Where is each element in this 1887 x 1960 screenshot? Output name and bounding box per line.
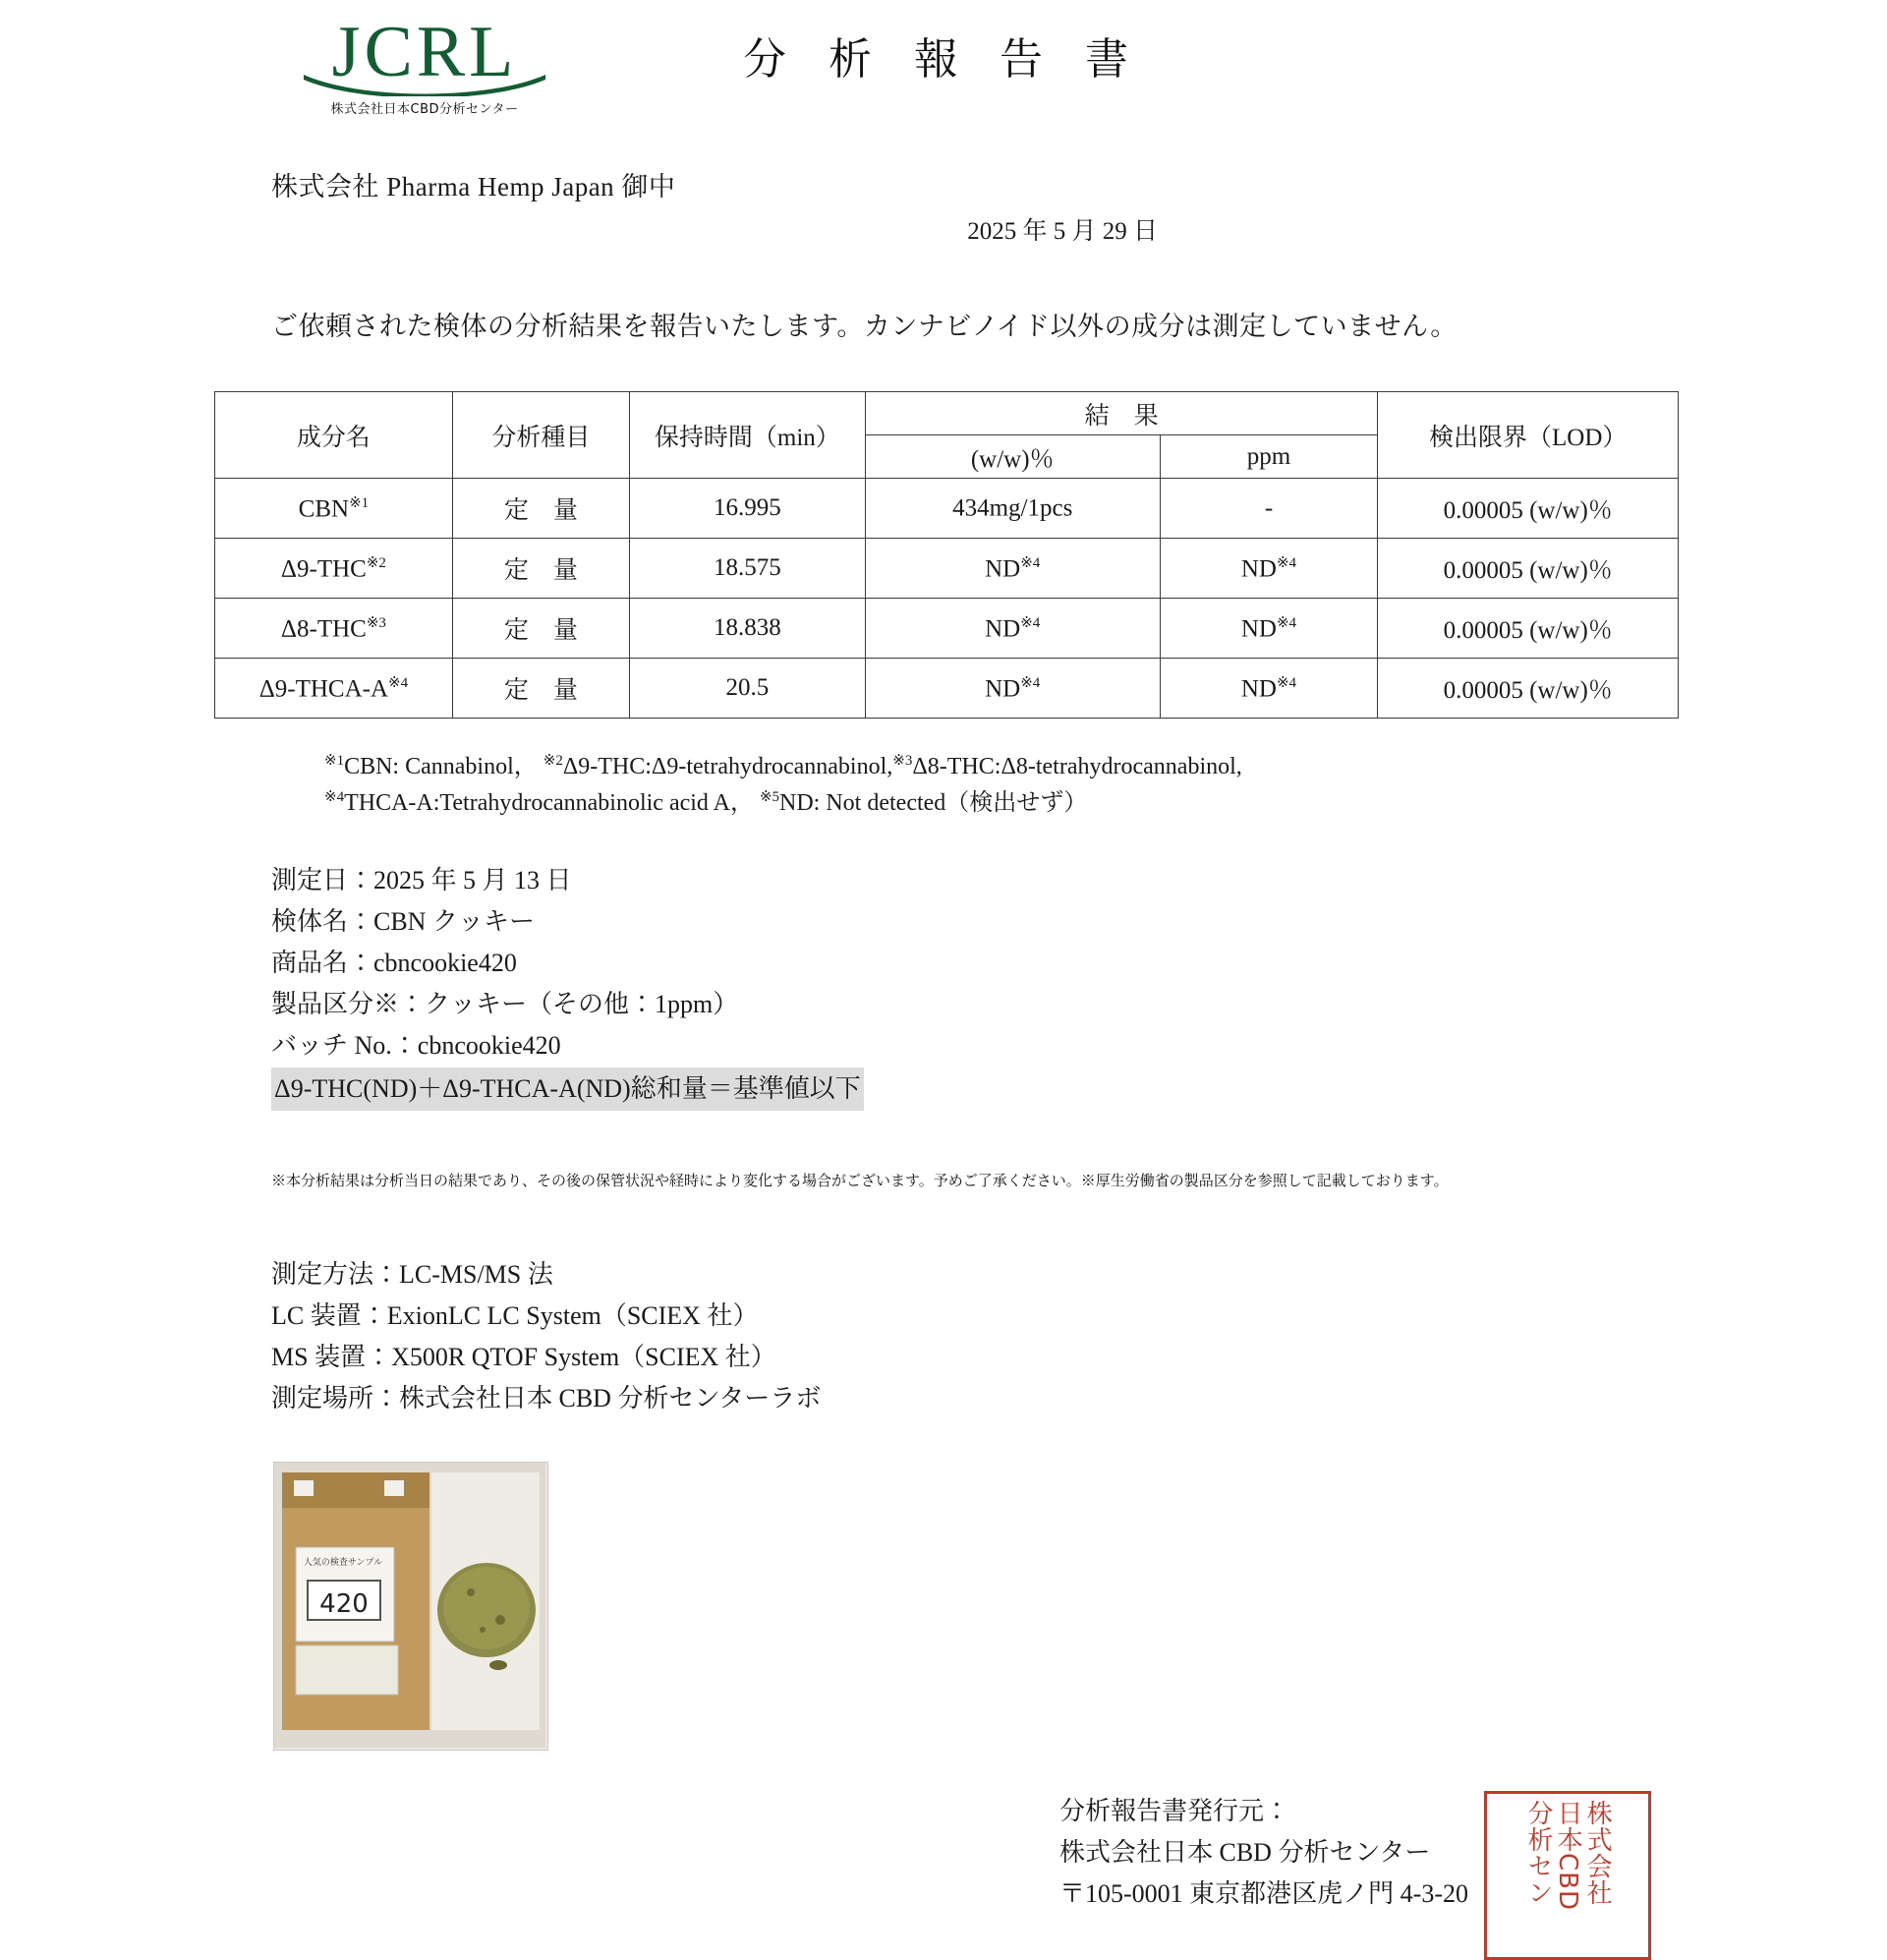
cell-analysis-type: 定 量 (452, 599, 629, 659)
component-name: Δ9-THCA-A (258, 675, 389, 703)
table-row (215, 479, 1679, 539)
component-footnote-mark: ※3 (366, 614, 386, 631)
issuer-heading: 分析報告書発行元： (1059, 1797, 1290, 1825)
sample-details (271, 860, 864, 1111)
header-result-group: 結 果 (865, 392, 1378, 435)
result-ww-mark: ※4 (1020, 554, 1041, 571)
result-ppm-value: ND (1240, 555, 1277, 583)
result-ppm-mark: ※4 (1276, 614, 1297, 631)
cell-result-ww (865, 599, 1160, 659)
footnote-text-cbn: CBN: Cannabinol， (344, 754, 538, 779)
method-lc-device: LC 装置：ExionLC LC System（SCIEX 社） (271, 1301, 759, 1331)
cell-retention-time: 18.838 (629, 599, 865, 659)
footnote-text-thca: THCA-A:Tetrahydrocannabinolic acid A， (344, 790, 754, 817)
cell-result-ww (865, 659, 1160, 719)
header-result-ww: (w/w)％ (865, 435, 1160, 479)
footnote-text-d9thc: Δ9-THC:Δ9-tetrahydrocannabinol, (562, 754, 893, 779)
cell-result-ppm (1160, 599, 1378, 659)
table-row (215, 539, 1679, 599)
table-footnotes (324, 749, 1242, 822)
detail-total-statement: Δ9-THC(ND)＋Δ9-THCA-A(ND)総和量＝基準値以下 (271, 1067, 864, 1111)
detail-measure-date: 測定日：2025 年 5 月 13 日 (271, 866, 572, 894)
seal-column-2: 日本CBD (1553, 1800, 1583, 1912)
result-ppm-mark: ※4 (1276, 554, 1297, 571)
result-ww-value: ND (985, 555, 1021, 583)
cell-result-ww (865, 539, 1160, 599)
component-name: CBN (298, 495, 350, 523)
detail-batch-no: バッチ No.：cbncookie420 (271, 1031, 561, 1061)
lead-text: ご依頼された検体の分析結果を報告いたします。カンナビノイド以外の成分は測定していません。 (271, 312, 1458, 341)
issuer-block (1059, 1791, 1468, 1915)
header-result-ppm: ppm (1160, 435, 1378, 479)
result-ww-value: 434mg/1pcs (952, 494, 1073, 522)
component-footnote-mark: ※2 (366, 554, 386, 571)
cell-retention-time: 18.575 (629, 539, 865, 599)
footnote-line-2 (324, 785, 1242, 822)
component-footnote-mark: ※4 (388, 674, 409, 691)
footnote-text-nd: ND: Not detected（検出せず） (779, 790, 1088, 817)
cell-analysis-type: 定 量 (452, 539, 629, 599)
svg-text:420: 420 (319, 1589, 369, 1619)
footnote-mark-4: ※4 (324, 789, 345, 806)
method-location: 測定場所：株式会社日本 CBD 分析センターラボ (271, 1384, 822, 1413)
method-ms-device: MS 装置：X500R QTOF System（SCIEX 社） (271, 1343, 776, 1372)
addressee: 株式会社 Pharma Hemp Japan 御中 (271, 172, 676, 202)
cell-lod: 0.00005 (w/w)％ (1378, 479, 1679, 539)
cell-analysis-type: 定 量 (452, 479, 629, 539)
detail-sample-name: 検体名：CBN クッキー (271, 907, 535, 937)
detail-product-name: 商品名：cbncookie420 (271, 949, 517, 978)
issuer-company: 株式会社日本 CBD 分析センター (1059, 1838, 1431, 1868)
seal-column-3: 分析セン (1522, 1800, 1553, 1906)
logo-wordmark: JCRL (331, 12, 518, 92)
result-ppm-value: ND (1240, 615, 1277, 643)
results-table (214, 391, 1679, 719)
cell-lod: 0.00005 (w/w)％ (1378, 539, 1679, 599)
result-ppm-mark: ※4 (1276, 674, 1297, 691)
table-row (215, 659, 1679, 719)
result-ppm-value: ND (1240, 675, 1277, 703)
issue-date: 2025 年 5 月 29 日 (967, 218, 1158, 245)
seal-column-1: 株式会社 (1582, 1800, 1613, 1906)
result-ppm-value: - (1264, 494, 1274, 522)
footnote-mark-5: ※5 (759, 789, 780, 806)
sample-photo (273, 1462, 548, 1751)
cell-retention-time: 16.995 (629, 479, 865, 539)
component-name: Δ8-THC (280, 615, 367, 643)
header-retention-time: 保持時間（min） (629, 392, 865, 479)
header-analysis-type: 分析種目 (452, 392, 629, 479)
cell-component (215, 659, 453, 719)
detail-total-statement-row (271, 1067, 864, 1111)
sample-photo-image (274, 1463, 545, 1748)
component-footnote-mark: ※1 (349, 494, 370, 511)
result-ww-value: ND (985, 675, 1021, 703)
cell-component (215, 479, 453, 539)
page-title: 分 析 報 告 書 (743, 35, 1144, 84)
company-seal-stamp (1484, 1791, 1651, 1960)
header-lod: 検出限界（LOD） (1378, 392, 1679, 479)
result-ww-mark: ※4 (1020, 614, 1041, 631)
svg-text:人気の検査サンプル: 人気の検査サンプル (303, 1558, 383, 1568)
cell-result-ppm (1160, 479, 1378, 539)
result-ww-mark: ※4 (1020, 674, 1041, 691)
cell-retention-time: 20.5 (629, 659, 865, 719)
component-name: Δ9-THC (280, 555, 367, 583)
detail-product-class: 製品区分※：クッキー（その他：1ppm） (271, 990, 739, 1019)
table-row (215, 599, 1679, 659)
cell-analysis-type: 定 量 (452, 659, 629, 719)
header-component: 成分名 (215, 392, 453, 479)
cell-result-ppm (1160, 659, 1378, 719)
result-ww-value: ND (985, 615, 1021, 643)
cell-result-ww (865, 479, 1160, 539)
footnote-text-d8thc: Δ8-THC:Δ8-tetrahydrocannabinol, (912, 754, 1242, 779)
footnote-mark-2: ※2 (543, 753, 563, 769)
cell-component (215, 539, 453, 599)
cell-lod: 0.00005 (w/w)％ (1378, 659, 1679, 719)
footnote-line-1 (324, 749, 1242, 785)
cell-lod: 0.00005 (w/w)％ (1378, 599, 1679, 659)
issuer-address: 〒105-0001 東京都港区虎ノ門 4-3-20 (1059, 1879, 1468, 1909)
logo-caption: 株式会社日本CBD分析センター (330, 102, 519, 118)
footnote-mark-1: ※1 (324, 753, 345, 769)
cell-result-ppm (1160, 539, 1378, 599)
disclaimer-text: ※本分析結果は分析当日の結果であり、その後の保管状況や経時により変化する場合がございます。予めご了承ください。※厚生労働省の製品区分を参照して記載しております。 (271, 1174, 1449, 1189)
method-details (271, 1254, 821, 1419)
method-measure-method: 測定方法：LC-MS/MS 法 (271, 1260, 553, 1289)
footnote-mark-3: ※3 (892, 753, 913, 769)
cell-component (215, 599, 453, 659)
